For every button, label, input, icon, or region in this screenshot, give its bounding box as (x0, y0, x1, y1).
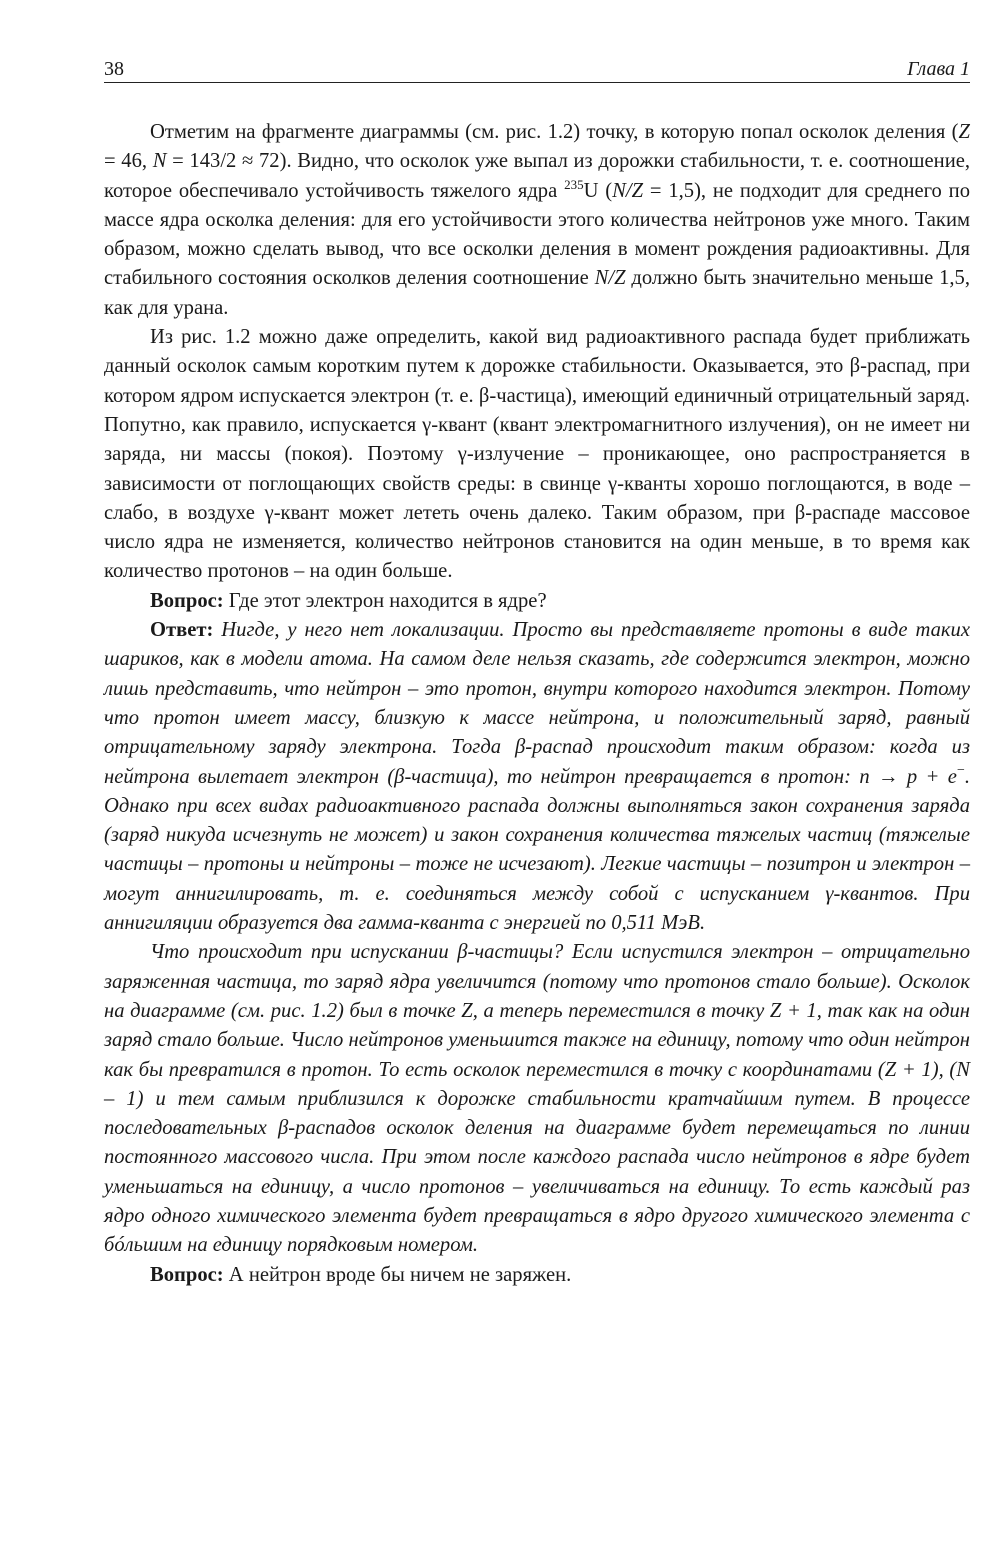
paragraph-beta-decay: Из рис. 1.2 можно даже определить, какой вид радиоактивного распада будет приближать данный осколок самым коротким путем к дорожке стабильности. Оказывается, это β-распад, при котором ядром испускается электрон (т. е. β-частица), имеющий единичный отрицательный заряд. Попутно, как правило, испускается γ-квант (квант электромагнитного излучения), он не имеет ни заряда, ни массы (покоя). Поэтому γ-излучение – проникающее, оно распространяется в зависимости от поглощающих свойств среды: в свинце γ-кванты хорошо поглощаются, в воде – слабо, в воздухе γ-квант может лететь очень далеко. Таким образом, при β-распаде массовое число ядра не изменяется, количество нейтронов становится на один меньше, в то время как количество протонов – на один больше. (104, 326, 970, 583)
isotope-mass-number: 235 (564, 176, 584, 192)
answer-label: Ответ: (150, 619, 214, 642)
answer-1: Ответ: Нигде, у него нет локализации. Просто вы представляете протоны в виде таких шариков, как в модели атома. На самом деле нельзя сказать, где содержится электрон, можно лишь представить, что нейтрон – это протон, внутри которого находится электрон. Потому что протон имеет массу, близкую к массе нейтрона, и положительный заряд, равный отрицательному заряду электрона. Тогда β-распад происходит таким образом: когда из нейтрона вылетает электрон (β-частица), то нейтрон превращается в протон: n → p + e−. Однако при всех видах радиоактивного распада должны выполняться закон сохранения заряда (заряд никуда исчезнуть не может) и закон сохранения количества тяжелых частиц (тяжелые частицы – протоны и нейтроны – тоже не исчезают). Легкие частицы – позитрон и электрон – могут аннигилировать, т. е. соединяться между собой с испусканием γ-квантов. При аннигиляции образуется два гамма-кванта с энергией по 0,511 МэВ. (104, 619, 970, 935)
paragraph-beta-emission: Что происходит при испускании β-частицы? Если испустился электрон – отрицательно заряженная частица, то заряд ядра увеличится (потому что протонов стало больше). Осколок на диаграмме (см. рис. 1.2) был в точке Z, а теперь переместился в точку Z + 1, так как на один заряд стало больше. Число нейтронов уменьшится также на единицу, потому что один нейтрон как бы превратился в протон. То есть осколок переместился в точку с координатами (Z + 1), (N – 1) и тем самым приблизился к дорожке стабильности кратчайшим путем. В процессе последовательных β-распадов осколок деления на диаграмме будет перемещаться по линии постоянного массового числа. При этом после каждого распада число нейтронов в ядре будет уменьшаться на единицу, а число протонов – увеличиваться на единицу. То есть каждый раз ядро одного химического элемента будет превращаться в ядро другого химического элемента с бóльшим на единицу порядковым номером. (104, 941, 970, 1257)
question-2: Вопрос: А нейтрон вроде бы ничем не заряжен. (150, 1263, 572, 1286)
page-number: 38 (104, 58, 124, 80)
body-text (104, 118, 970, 1290)
running-head (104, 52, 970, 83)
question-label: Вопрос: (150, 1263, 224, 1286)
chapter-title: Глава 1 (907, 58, 970, 80)
question-1: Вопрос: Где этот электрон находится в ядре? (150, 589, 547, 612)
page (104, 52, 970, 1290)
paragraph-fragment-diagram: Отметим на фрагменте диаграммы (см. рис. 1.2) точку, в которую попал осколок деления (Z = 46, N = 143/2 ≈ 72). Видно, что осколок уже выпал из дорожки стабильности, т. е. соотношение, которое обеспечивало устойчивость тяжелого ядра $^{235}$U (N/Z = 1,5), не подходит для среднего по массе ядра осколка деления: для его устойчивости этого количества нейтронов уже много. Таким образом, можно сделать вывод, что все осколки деления в момент рождения радиоактивны. Для стабильного состояния осколков деления соотношение N/Z должно быть значительно меньше 1,5, как для урана. (104, 121, 971, 319)
question-label: Вопрос: (150, 589, 224, 612)
